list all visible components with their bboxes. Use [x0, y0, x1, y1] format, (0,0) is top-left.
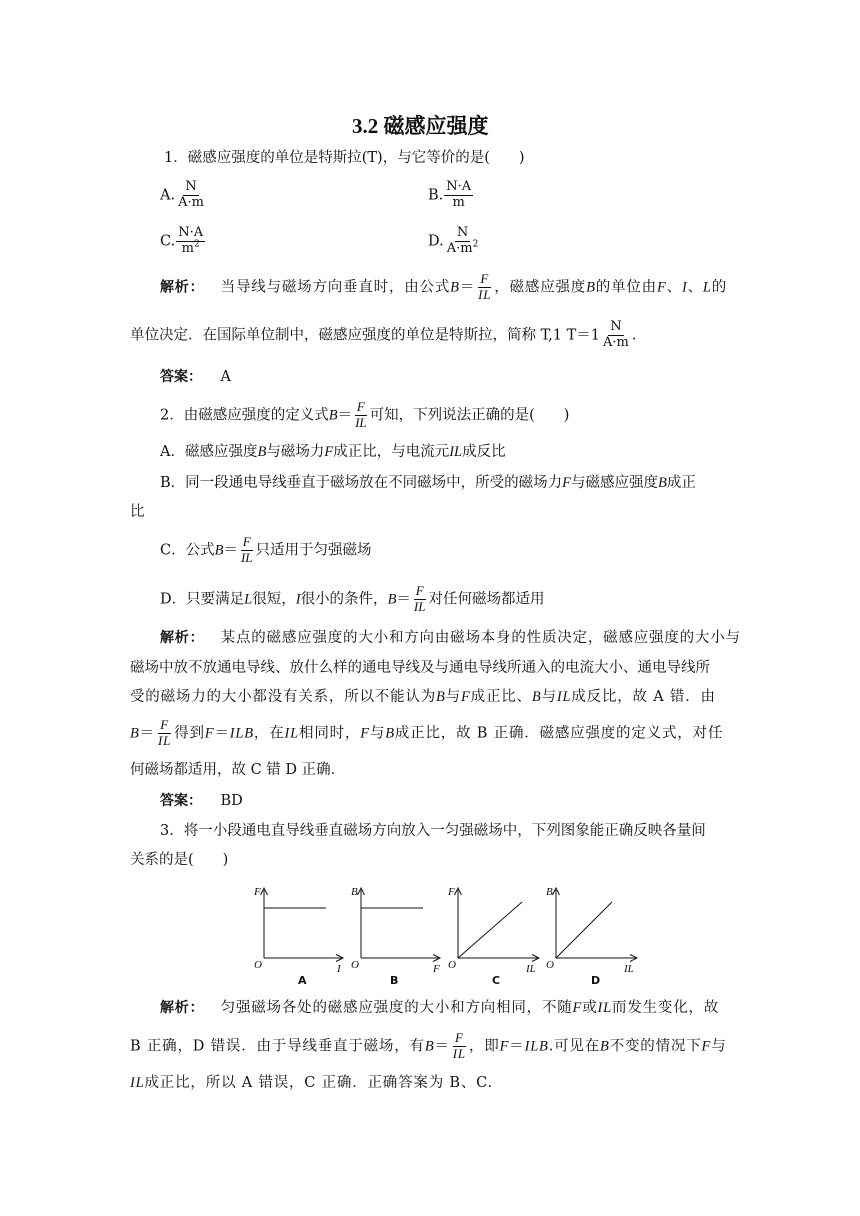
denominator — [445, 239, 481, 257]
denominator: A·m — [178, 194, 204, 210]
var-f: F — [204, 725, 215, 742]
q2-analysis-line-3 — [130, 689, 716, 706]
q3-analysis-line-3 — [130, 1075, 493, 1092]
denominator: IL — [157, 732, 172, 748]
q3-stem-line-2: 关系的是( ) — [130, 852, 229, 868]
q3-analysis-line-2 — [130, 1031, 727, 1062]
var-b: B — [436, 689, 446, 705]
graph-d — [546, 886, 637, 987]
var-i: I — [295, 591, 301, 608]
text: 与磁感应强度 — [571, 475, 659, 491]
fraction — [353, 400, 369, 431]
text: 成反比，故 A 错．由 — [571, 689, 716, 705]
text: 成正比，所以 A 错误，C 正确．正确答案为 B、C. — [144, 1075, 493, 1091]
x-label: I — [337, 963, 341, 975]
text: 当导线与磁场方向垂直时，由公式 — [220, 279, 451, 296]
text: A．磁感应强度 — [160, 444, 258, 460]
denominator: A·m — [603, 334, 629, 350]
numerator: N — [456, 225, 469, 240]
text: 单位决定．在国际单位制中，磁感应强度的单位是特斯拉，简称 T,1 T＝1 — [130, 327, 600, 344]
denominator — [180, 239, 202, 257]
var-b: B — [387, 591, 397, 608]
denominator: IL — [478, 286, 492, 302]
equals: ＝ — [509, 1038, 525, 1055]
graph-label: C — [492, 974, 501, 987]
numerator: N·A — [446, 179, 472, 194]
var-b: B — [424, 1038, 435, 1055]
fraction — [451, 1031, 468, 1062]
text: ，在 — [253, 725, 285, 742]
var-b: B — [531, 689, 542, 705]
text: B 正确，D 错误．由于导线垂直于磁场，有 — [130, 1038, 425, 1055]
text: 而发生变化，故 — [612, 1000, 720, 1016]
text: 得到 — [174, 725, 205, 742]
text: C．公式 — [160, 542, 215, 559]
var-f: F — [656, 279, 667, 296]
graph-label: A — [298, 974, 307, 987]
origin-label: O — [254, 959, 262, 971]
equals: ＝ — [396, 591, 411, 608]
origin-label: O — [351, 959, 359, 971]
q2-stem — [160, 400, 569, 431]
graph-label: D — [591, 974, 601, 987]
var-b: B — [385, 725, 395, 742]
var-b: B — [214, 542, 224, 559]
q1-analysis-line-2 — [130, 320, 636, 351]
y-label: B — [546, 886, 553, 898]
text: 只适用于匀强磁场 — [255, 542, 372, 559]
denominator-base: A·m — [446, 240, 473, 256]
numerator: N — [610, 319, 622, 334]
answer-value: A — [220, 369, 231, 385]
text: 的单位由 — [595, 279, 657, 296]
answer-label: 答案： — [160, 369, 202, 385]
text: 相同时， — [299, 725, 361, 742]
q1-option-a — [160, 180, 207, 211]
origin-label: O — [448, 959, 456, 971]
text: 成正 — [666, 475, 696, 491]
text: 与 — [541, 689, 557, 705]
text: 成正比，故 B 正确．磁感应强度的定义式，对任 — [394, 725, 724, 742]
numerator: F — [242, 534, 251, 549]
text: 与磁场力 — [266, 444, 325, 460]
graph-b — [351, 886, 440, 987]
q2-option-b — [160, 475, 696, 492]
exponent: 2 — [193, 239, 200, 250]
var-il: IL — [597, 1000, 613, 1016]
var-l: L — [702, 279, 712, 296]
q2-analysis-line-4 — [130, 718, 723, 749]
graph-line — [458, 902, 522, 958]
option-prefix: B. — [428, 187, 444, 204]
y-label: F — [254, 886, 261, 898]
q2-analysis-line-2: 磁场中放不放通电导线、放什么样的通电导线及与通电导线所通入的电流大小、通电导线所 — [130, 660, 710, 676]
q2-option-a — [160, 444, 506, 461]
numerator: F — [160, 717, 169, 732]
q2-analysis-line-1 — [160, 630, 741, 647]
graph-a — [253, 886, 343, 987]
var-i: I — [681, 279, 688, 296]
var-f: F — [701, 1038, 712, 1055]
var-b: B — [328, 407, 338, 424]
text: 、 — [666, 279, 682, 296]
text: 与 — [711, 1038, 727, 1055]
page-title: 3.2 磁感应强度 — [352, 114, 489, 138]
analysis-label: 解析： — [160, 630, 205, 646]
answer-value: BD — [220, 793, 243, 809]
var-b: B — [586, 279, 596, 296]
numerator: N — [185, 179, 197, 194]
fraction — [156, 718, 173, 749]
text: 受的磁场力的大小都没有关系，所以不能认为 — [130, 689, 436, 705]
var-b: B — [450, 279, 460, 296]
var-f: F — [562, 475, 572, 491]
graph-line — [556, 902, 612, 958]
var-f: F — [360, 725, 370, 742]
origin-label: O — [546, 959, 554, 971]
answer-label: 答案： — [160, 793, 202, 809]
x-label: IL — [526, 963, 536, 975]
var-b: B — [658, 475, 667, 491]
x-label: F — [433, 963, 440, 975]
numerator: F — [455, 1030, 464, 1045]
q2-option-b-line-2: 比 — [130, 504, 145, 520]
fraction — [445, 226, 481, 257]
analysis-label: 解析： — [160, 279, 205, 296]
text: 很短， — [252, 591, 296, 608]
q1-stem: 1．磁感应强度的单位是特斯拉(T)，与它等价的是( ) — [164, 150, 525, 166]
var-f: F — [460, 689, 471, 705]
q3-stem-line-1: 3．将一小段通电直导线垂直磁场方向放入一匀强磁场中，下列图象能正确反映各量间 — [160, 823, 706, 839]
fraction — [176, 180, 206, 211]
var-b: B — [600, 1038, 610, 1055]
var-l: L — [244, 591, 253, 608]
text: . — [631, 327, 637, 344]
q3-analysis-line-1 — [160, 1000, 719, 1017]
denominator-base: m — [181, 240, 194, 256]
denominator: IL — [355, 414, 367, 430]
text: D．只要满足 — [160, 591, 245, 608]
var-il: IL — [556, 689, 572, 705]
var-il: IL — [449, 444, 463, 460]
y-label: B — [351, 886, 358, 898]
text: 不变的情况下 — [609, 1038, 702, 1055]
text: .可见在 — [548, 1038, 601, 1055]
graph-label: B — [390, 974, 399, 987]
analysis-label: 解析： — [160, 1000, 205, 1016]
denominator: IL — [240, 549, 253, 565]
fraction — [176, 226, 205, 257]
text: 成反比 — [462, 444, 506, 460]
var-il: IL — [284, 725, 300, 742]
fraction — [412, 584, 428, 615]
q2-analysis-line-5: 何磁场都适用，故 C 错 D 正确． — [130, 762, 346, 778]
equals: ＝ — [337, 407, 353, 424]
var-f: F — [324, 444, 334, 460]
q1-option-d — [428, 226, 481, 257]
equals: ＝ — [223, 542, 238, 559]
text: 某点的磁感应强度的大小和方向由磁场本身的性质决定，磁感应强度的大小与 — [220, 630, 741, 646]
x-label: IL — [624, 963, 634, 975]
fraction — [601, 320, 631, 351]
text: 2．由磁感应强度的定义式 — [160, 407, 329, 424]
q1-answer — [160, 369, 231, 386]
var-f: F — [572, 1000, 583, 1016]
denominator: m — [452, 194, 465, 210]
text: ，磁感应强度 — [494, 279, 587, 296]
var-il: IL — [130, 1075, 145, 1091]
fraction — [239, 535, 255, 566]
q2-option-c — [160, 535, 372, 566]
fraction — [444, 180, 473, 211]
var-b: B — [257, 444, 267, 460]
fraction — [476, 272, 493, 303]
graph-c — [447, 886, 539, 987]
text: 的 — [711, 279, 728, 296]
y-label: F — [448, 886, 455, 898]
text: 成正比，与电流元 — [333, 444, 450, 460]
text: 可知，下列说法正确的是( ) — [369, 407, 570, 424]
q1-option-b — [428, 180, 474, 211]
text: 匀强磁场各处的磁感应强度的大小和方向相同，不随 — [220, 1000, 573, 1016]
q1-option-c — [160, 226, 206, 257]
text: 与 — [369, 725, 386, 742]
text: 、 — [687, 279, 703, 296]
text: 很小的条件， — [300, 591, 388, 608]
equals: ＝ — [139, 725, 155, 742]
var-ilb: ILB — [229, 725, 254, 742]
option-prefix: C. — [160, 233, 176, 250]
numerator: F — [480, 271, 490, 286]
var-ilb: ILB — [524, 1038, 549, 1055]
text: 对任何磁场都适用 — [428, 591, 545, 608]
equals: ＝ — [434, 1038, 450, 1055]
text: 与 — [445, 689, 461, 705]
q2-option-d — [160, 584, 544, 615]
text: ，即 — [468, 1038, 500, 1055]
numerator: N·A — [178, 225, 204, 240]
text: 或 — [582, 1000, 598, 1016]
q1-analysis-line-1 — [160, 272, 727, 303]
q2-answer — [160, 793, 243, 810]
var-f: F — [499, 1038, 510, 1055]
var-b: B — [130, 725, 140, 742]
option-prefix: D. — [428, 233, 444, 250]
denominator: IL — [452, 1045, 466, 1061]
denominator: IL — [413, 598, 426, 614]
text: B．同一段通电导线垂直于磁场放在不同磁场中，所受的磁场力 — [160, 475, 563, 491]
q3-graphs — [250, 880, 650, 992]
text: 成正比、 — [470, 689, 532, 705]
numerator: F — [415, 583, 424, 598]
option-prefix: A. — [160, 187, 176, 204]
equals: ＝ — [214, 725, 230, 742]
exponent: 2 — [472, 239, 479, 250]
equals: ＝ — [459, 279, 476, 296]
numerator: F — [356, 399, 365, 414]
